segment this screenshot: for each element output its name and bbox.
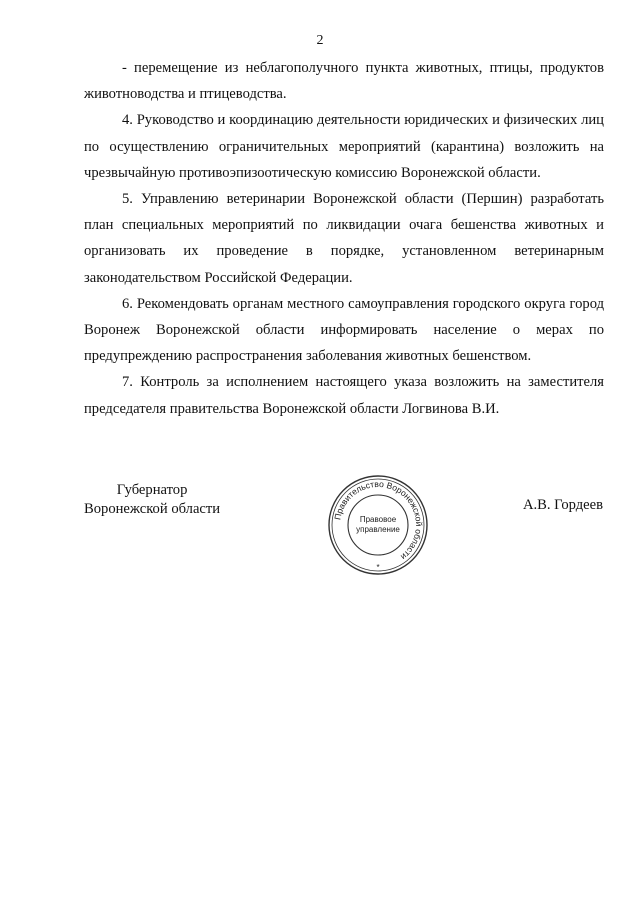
paragraph-veterinary-plan: 5. Управлению ветеринарии Воронежской области (Першин) разработать план специальных мероприятий по ликвидации очага бешенства животных и организовать их проведение в порядке, установленном ветеринарным законодательством Российской Федерации.: [84, 191, 604, 286]
seal-ring-text: Правительство Воронежской области: [332, 478, 425, 563]
official-seal: [326, 473, 430, 577]
paragraph-control: 7. Контроль за исполнением настоящего указа возложить на заместителя председателя правительства Воронежской области Логвинова В.И.: [84, 374, 604, 417]
seal-center-line2: управление: [356, 525, 400, 534]
paragraph-coordination: 4. Руководство и координацию деятельности юридических и физических лиц по осуществлению ограничительных мероприятий (карантина) возложить на чрезвычайную противоэпизоотическую комиссию Воронежской области.: [84, 112, 604, 181]
signatory-title-line2: Воронежской области: [84, 501, 221, 517]
document-body: [84, 55, 604, 422]
seal-star-icon: *: [376, 563, 380, 572]
signatory-title: [84, 481, 220, 519]
signatory-title-line1: Губернатор: [116, 482, 188, 498]
page-number: 2: [316, 33, 324, 48]
signatory-name: А.В. Гордеев: [522, 497, 603, 513]
paragraph-inform-population: 6. Рекомендовать органам местного самоуправления городского округа город Воронеж Воронежской области информировать население о мерах по предупреждению распространения заболевания животных бешенством.: [84, 295, 604, 365]
paragraph-movement-ban: - перемещение из неблагополучного пункта животных, птицы, продуктов животноводства и птицеводства.: [84, 60, 604, 103]
seal-stamp-graphic: [326, 473, 430, 577]
seal-center-line1: Правовое: [359, 515, 397, 524]
